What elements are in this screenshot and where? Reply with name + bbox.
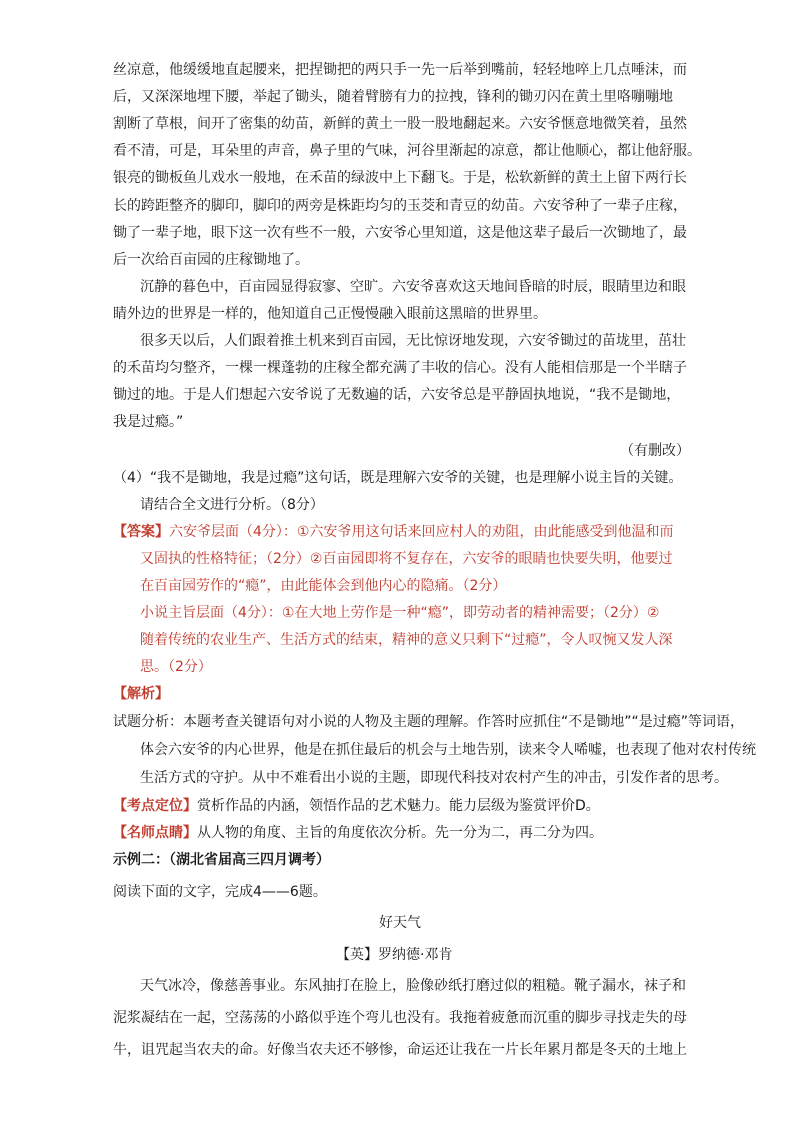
story2-line: 牛，诅咒起当农夫的命。好像当农夫还不够惨，命运还让我在一片长年累月都是冬天的土地上 (113, 1042, 687, 1058)
example-2-heading: 示例二：（湖北省届高三四月调考） (113, 852, 330, 868)
story1-line: 睛外边的世界是一样的，他知道自己正慢慢融入眼前这黑暗的世界里。 (113, 306, 547, 322)
mingshi-text: 从人物的角度、主旨的角度依次分析。先一分为二，再二分为四。 (197, 825, 603, 841)
kaodian-text: 赏析作品的内涵，领悟作品的艺术魅力。能力层级为鉴赏评价D。 (197, 798, 600, 814)
story2-line: 泥浆凝结在一起，空荡荡的小路似乎连个弯儿也没有。我拖着疲惫而沉重的脚步寻找走失的母 (113, 1010, 687, 1026)
question-4-line: （4）“我不是锄地，我是过瘾”这句话，既是理解六安爷的关键，也是理解小说主旨的关键。 (113, 470, 683, 486)
story1-line: 的禾苗均匀整齐，一棵一棵蓬勃的庄稼全都充满了丰收的信心。没有人能相信那是一个半瞎子 (113, 360, 687, 376)
example-2-instruction: 阅读下面的文字，完成4——6题。 (113, 884, 327, 900)
story1-line: 丝凉意，他缓缓地直起腰来，把捏锄把的两只手一先一后举到嘴前，轻轻地啐上几点唾沫，而 (113, 62, 687, 78)
answer-tag: 【答案】 (113, 524, 169, 540)
story2-line: 天气冰冷，像慈善事业。东风抽打在脸上，脸像砂纸打磨过似的粗糙。靴子漏水，袜子和 (140, 978, 686, 994)
story1-line: 沉静的暮色中，百亩园显得寂寥、空旷。六安爷喜欢这天地间昏暗的时辰，眼睛里边和眼 (140, 279, 686, 295)
story2-title: 好天气 (379, 915, 421, 931)
story2-author: 【英】罗纳德·邓肯 (336, 947, 453, 963)
kaodian-row (113, 795, 600, 817)
story1-line: 很多天以后，人们跟着推土机来到百亩园，无比惊讶地发现，六安爷锄过的苗垅里，茁壮 (140, 333, 686, 349)
analysis-line: 体会六安爷的内心世界，他是在抓住最后的机会与土地告别，读来令人唏嘘，也表现了他对农村传统 (140, 742, 756, 758)
story1-line: 锄了一辈子地，眼下这一次有些不一般，六安爷心里知道，这是他这辈子最后一次锄地了，最 (113, 225, 687, 241)
question-4-line: 请结合全文进行分析。（8分） (140, 497, 324, 513)
kaodian-tag: 【考点定位】 (113, 798, 197, 814)
answer-line: 又固执的性格特征；（2分）②百亩园即将不复存在，六安爷的眼睛也快要失明，他要过 (140, 551, 673, 567)
story1-line: 后一次给百亩园的庄稼锄地了。 (113, 252, 309, 268)
mingshi-row (113, 822, 603, 844)
story1-line: 后，又深深地埋下腰，举起了锄头，随着臂膀有力的拉拽，锋利的锄刃闪在黄土里咯嘣嘣地 (113, 89, 673, 105)
story1-line: 长的跨距整齐的脚印，脚印的两旁是株距均匀的玉茭和青豆的幼苗。六安爷种了一辈子庄稼， (113, 198, 687, 214)
revision-note: （有删改） (620, 443, 690, 459)
story1-line: 看不清，可是，耳朵里的声音，鼻子里的气味，河谷里渐起的凉意，都让他顺心，都让他舒服。 (113, 143, 701, 159)
answer-line: 小说主旨层面（4分）：①在大地上劳作是一种“瘾”，即劳动者的精神需要；（2分）② (140, 605, 660, 621)
story1-line: 我是过瘾。” (113, 414, 184, 430)
story1-line: 银亮的锄板鱼儿戏水一般地，在禾苗的绿波中上下翻飞。于是，松软新鲜的黄土上留下两行长 (113, 170, 687, 186)
answer-line: 思。（2分） (140, 659, 212, 675)
answer-line: 六安爷层面（4分）：①六安爷用这句话来回应村人的劝阻，由此能感受到他温和而 (169, 524, 674, 540)
analysis-line: 试题分析：本题考查关键语句对小说的人物及主题的理解。作答时应抓住“不是锄地”“是过瘾”等词语， (113, 714, 745, 730)
answer-block (113, 521, 673, 543)
story1-line: 割断了草根，间开了密集的幼苗，新鲜的黄土一股一股地翻起来。六安爷惬意地微笑着，虽然 (113, 116, 687, 132)
story1-line: 锄过的地。于是人们想起六安爷说了无数遍的话，六安爷总是平静固执地说，“我不是锄地， (113, 387, 681, 403)
analysis-line: 生活方式的守护。从中不难看出小说的主题，即现代科技对农村产生的冲击，引发作者的思考。 (140, 770, 728, 786)
answer-line: 随着传统的农业生产、生活方式的结束，精神的意义只剩下“过瘾”，令人叹惋又发人深 (140, 632, 673, 648)
analysis-tag: 【解析】 (113, 686, 169, 702)
mingshi-tag: 【名师点睛】 (113, 825, 197, 841)
answer-line: 在百亩园劳作的“瘾”，由此能体会到他内心的隐痛。（2分） (140, 578, 507, 594)
